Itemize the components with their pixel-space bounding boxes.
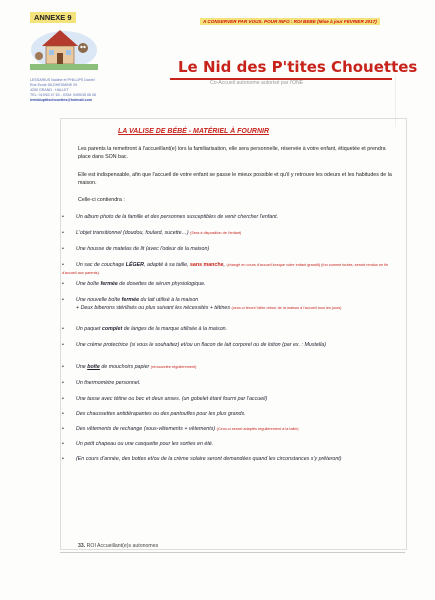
item-note: (changé en cours d'accueil lorsque votre enfant grandit) (fun comme toutes, seront rendus en fin d'accueil aux parents).	[62, 263, 389, 275]
bullet-icon: •	[62, 342, 64, 348]
bullet-icon: •	[62, 214, 64, 220]
bullet-icon: •	[62, 297, 64, 303]
bullet-icon: •	[62, 326, 64, 332]
watermark-bleed	[100, 55, 104, 70]
list-item: • Une crème protectrice (si vous le souhaitez) et/ou un flacon de lait corporel ou de lotion (par ex. : Mustella)	[62, 342, 326, 348]
bullet-icon: •	[62, 441, 64, 447]
section-heading: LA VALISE DE BÉBÉ - MATÉRIEL À FOURNIR	[118, 128, 270, 135]
address-line: TEL: 019/63 47 63 - GSM: 0495/35 08 08	[30, 93, 96, 98]
item-note: (Sera à disposition de l'enfant)	[190, 231, 242, 235]
address-block	[30, 78, 96, 103]
list-item: • Des chaussettes antidérapantes ou des pantoufles pour les plus grands.	[62, 411, 246, 417]
page-number: 33.	[78, 543, 86, 549]
item-note: (renouvelée régulièrement)	[150, 365, 197, 369]
address-line: Rue Ecole DILDHESMINE 29	[30, 83, 78, 88]
bullet-icon: •	[62, 262, 64, 268]
page-subtitle: Co-Accueil autonome autorisé par l'ONE	[210, 80, 304, 86]
list-item: • Un album photo de la famille et des personnes susceptibles de venir chercher l'enfant.	[62, 214, 279, 220]
intro-paragraph: Elle est indispensable, afin que l'accueil de votre enfant se passe le mieux possible et qu'il y retrouve les odeurs et les habitudes de la maison.	[78, 172, 392, 186]
list-item: • Un thermomètre personnel.	[62, 380, 141, 386]
bullet-icon: •	[62, 411, 64, 417]
bullet-icon: •	[62, 426, 64, 432]
intro-paragraph: Les parents la remettront à l'accueillant(e) lors la familiarisation, elle sera personnelle, réservée à votre enfant, étiquetée et prendra place dans SON bac.	[78, 146, 386, 160]
address-line: LESSARIUS Nadine et PHILLIPS Daniel	[30, 78, 95, 82]
list-item: • Un sac de couchage LÉGER, adapté à sa taille, sans manche, (changé en cours d'accueil lorsque votre enfant grandit) (fun comme toutes, seront rendus en fin d'accueil aux parents).	[62, 262, 389, 275]
bullet-icon: •	[62, 364, 64, 370]
email-address: lenidduptitschouettes@hotmail.com	[30, 98, 93, 103]
address-line: 4250 GRAND - HALLET	[30, 88, 69, 93]
footer-label: ROI Accueillant(e)s autonomes	[86, 543, 159, 549]
item-note: (Ceux-ci seront adaptés régulièrement à la taille)	[216, 427, 299, 431]
house-logo	[30, 24, 98, 70]
list-item: • Un paquet complet de langes de la marque utilisée à la maison.	[62, 326, 228, 332]
bullet-icon: •	[62, 456, 64, 462]
item-note: (ceux-ci feront l'aller-retour de la maison à l'accueil tous les jours)	[231, 305, 342, 310]
bullet-icon: •	[62, 246, 64, 252]
keep-notice: A CONSERVER PAR VOUS. POUR INFO : ROI BEBE (Mise à jour FEVRIER 2017)	[200, 18, 380, 25]
bullet-icon: •	[62, 230, 64, 236]
list-item: • Une nouvelle boîte fermée du lait utilisé à la maison + Deux biberons stérilisés ou plus suivant les nécessités + tétines (ceux-ci feront l'aller-retour de la maison à l'accueil tous les jours)	[62, 297, 342, 311]
list-item: • Une tasse avec tétine ou bec et deux anses. (un gobelet étant fourni par l'accueil)	[62, 396, 268, 402]
list-item: • Des vêtements de rechange (sous-vêtements + vêtements) (Ceux-ci seront adaptés régulièrement à la taille)	[62, 426, 299, 432]
bullet-icon: •	[62, 281, 64, 287]
page-footer	[78, 543, 158, 549]
annexe-label: ANNEXE 9	[30, 12, 76, 23]
list-item: • L'objet transitionnel (doudou, foulard, sucette…) (Sera à disposition de l'enfant)	[62, 230, 242, 236]
bullet-icon: •	[62, 396, 64, 402]
list-item: • Une boîte fermée de dosettes de sérum physiologique.	[62, 281, 206, 287]
list-item: • Un petit chapeau ou une casquette pour les sorties en été.	[62, 441, 214, 447]
list-item: • (En cours d'année, des bottes et/ou de la crème solaire seront demandées quand les circonstances s'y prêteront)	[62, 456, 342, 462]
list-item: • Une boîte de mouchoirs papier (renouvelée régulièrement)	[62, 364, 197, 370]
list-item: • Une housse de matelas de lit (avec l'odeur de la maison)	[62, 246, 210, 252]
bullet-icon: •	[62, 380, 64, 386]
page-title: Le Nid des P'tites Chouettes	[178, 58, 418, 76]
contains-label: Celle-ci contiendra :	[78, 197, 125, 203]
footer-divider	[60, 552, 405, 553]
